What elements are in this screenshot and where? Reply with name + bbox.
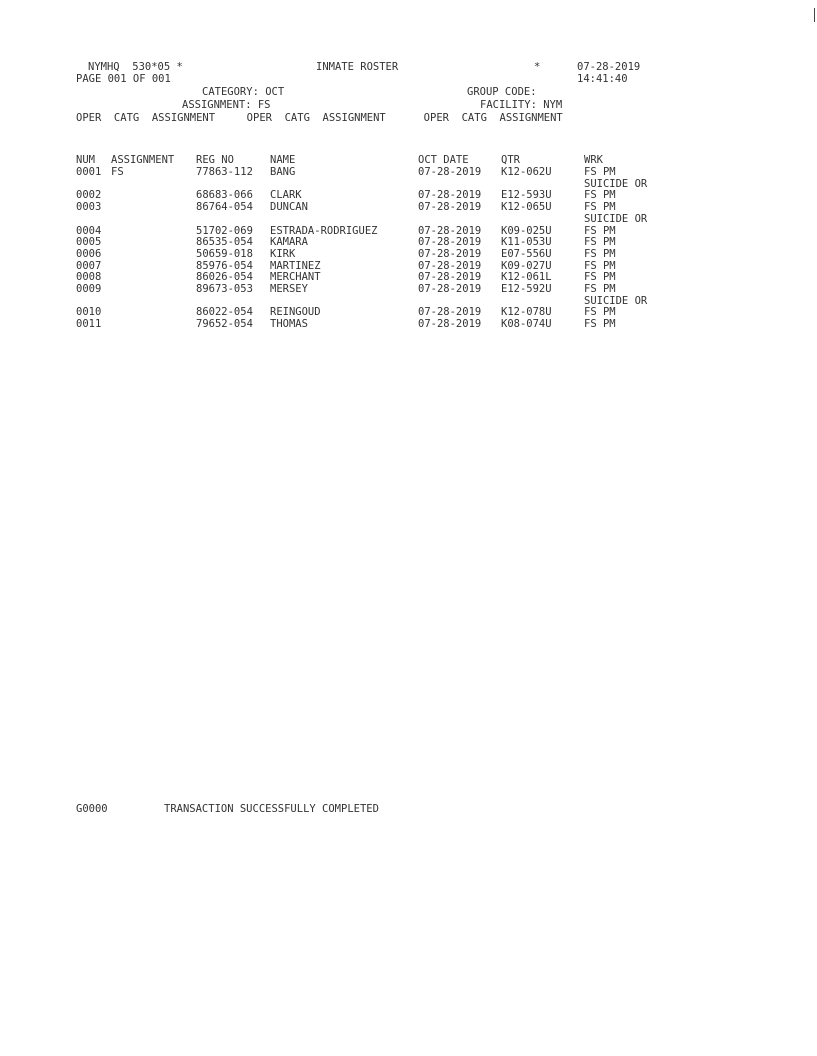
row-reg-no: 85976-054 [196,259,253,272]
row-num: 0009 [76,283,102,295]
row-wrk: FS PM [584,166,616,178]
row-oct-date: 07-28-2019 [418,259,482,272]
group-code-line: GROUP CODE: [467,86,537,98]
row-qtr: K12-065U [501,201,552,214]
row-qtr: E07-556U [501,247,552,260]
row-reg-no: 86022-054 [196,306,253,319]
row-wrk: FS PM [584,189,616,202]
row-oct-date: 07-28-2019 [418,271,482,284]
report-title: INMATE ROSTER [316,61,399,73]
row-num: 0010 [76,306,102,319]
row-name: MERSEY [270,283,308,295]
row-qtr: K12-061L [501,271,552,284]
row-reg-no: 79652-054 [196,318,253,331]
row-reg-no: 86535-054 [196,236,253,249]
row-qtr: K09-027U [501,259,552,272]
col-assignment: ASSIGNMENT [111,154,175,166]
page-edge-mark [814,8,815,22]
col-reg-no: REG NO [196,154,234,166]
row-name: REINGOUD [270,306,321,319]
report-date: 07-28-2019 [577,61,641,73]
row-oct-date: 07-28-2019 [418,166,482,178]
row-reg-no: 86764-054 [196,201,253,214]
row-wrk: FS PM [584,201,616,214]
row-qtr: K12-062U [501,166,552,178]
row-note: SUICIDE OR [584,294,648,307]
row-reg-no: 89673-053 [196,283,253,295]
col-oct-date: OCT DATE [418,154,469,166]
col-wrk: WRK [584,154,603,166]
row-wrk: FS PM [584,318,616,331]
row-name: THOMAS [270,318,308,331]
row-name: DUNCAN [270,201,308,214]
row-name: MARTINEZ [270,259,321,272]
row-oct-date: 07-28-2019 [418,201,482,214]
row-reg-no: 86026-054 [196,271,253,284]
row-name: CLARK [270,189,302,202]
facility-line: FACILITY: NYM [480,99,563,111]
status-code: G0000 [76,803,108,815]
row-oct-date: 07-28-2019 [418,306,482,319]
row-oct-date: 07-28-2019 [418,189,482,202]
row-qtr: K12-078U [501,306,552,319]
row-wrk: FS PM [584,224,616,237]
row-name: BANG [270,166,296,178]
row-num: 0006 [76,247,102,260]
row-wrk: FS PM [584,306,616,319]
row-name: KIRK [270,247,296,260]
row-num: 0001 [76,166,102,178]
page-number: PAGE 001 OF 001 [76,73,171,85]
header-star: * [534,61,541,73]
row-num: 0004 [76,224,102,237]
status-message: TRANSACTION SUCCESSFULLY COMPLETED [164,803,379,815]
report-time: 14:41:40 [577,73,628,85]
row-wrk: FS PM [584,236,616,249]
row-num: 0008 [76,271,102,284]
category-line: CATEGORY: OCT [202,86,285,98]
row-wrk: FS PM [584,271,616,284]
row-assignment: FS [111,166,124,178]
assignment-line: ASSIGNMENT: FS [182,99,271,111]
row-num: 0003 [76,201,102,214]
row-qtr: E12-593U [501,189,552,202]
row-qtr: K08-074U [501,318,552,331]
row-reg-no: 51702-069 [196,224,253,237]
col-qtr: QTR [501,154,520,166]
row-num: 0011 [76,318,102,331]
row-name: ESTRADA-RODRIGUEZ [270,224,378,237]
filter-headers: OPER CATG ASSIGNMENT OPER CATG ASSIGNMENT OPER CATG ASSIGNMENT [76,112,563,124]
row-oct-date: 07-28-2019 [418,247,482,260]
system-id: NYMHQ 530*05 * [88,61,183,73]
row-note: SUICIDE OR [584,177,648,190]
row-reg-no: 50659-018 [196,247,253,260]
row-wrk: FS PM [584,259,616,272]
row-num: 0007 [76,259,102,272]
row-reg-no: 77863-112 [196,166,253,178]
row-wrk: FS PM [584,247,616,260]
row-num: 0005 [76,236,102,249]
row-reg-no: 68683-066 [196,189,253,202]
col-num: NUM [76,154,95,166]
row-qtr: E12-592U [501,283,552,295]
row-oct-date: 07-28-2019 [418,224,482,237]
row-qtr: K11-053U [501,236,552,249]
row-name: MERCHANT [270,271,321,284]
row-oct-date: 07-28-2019 [418,236,482,249]
row-wrk: FS PM [584,283,616,295]
row-num: 0002 [76,189,102,202]
col-name: NAME [270,154,296,166]
row-note: SUICIDE OR [584,212,648,225]
row-qtr: K09-025U [501,224,552,237]
row-name: KAMARA [270,236,308,249]
row-oct-date: 07-28-2019 [418,283,482,295]
row-oct-date: 07-28-2019 [418,318,482,331]
